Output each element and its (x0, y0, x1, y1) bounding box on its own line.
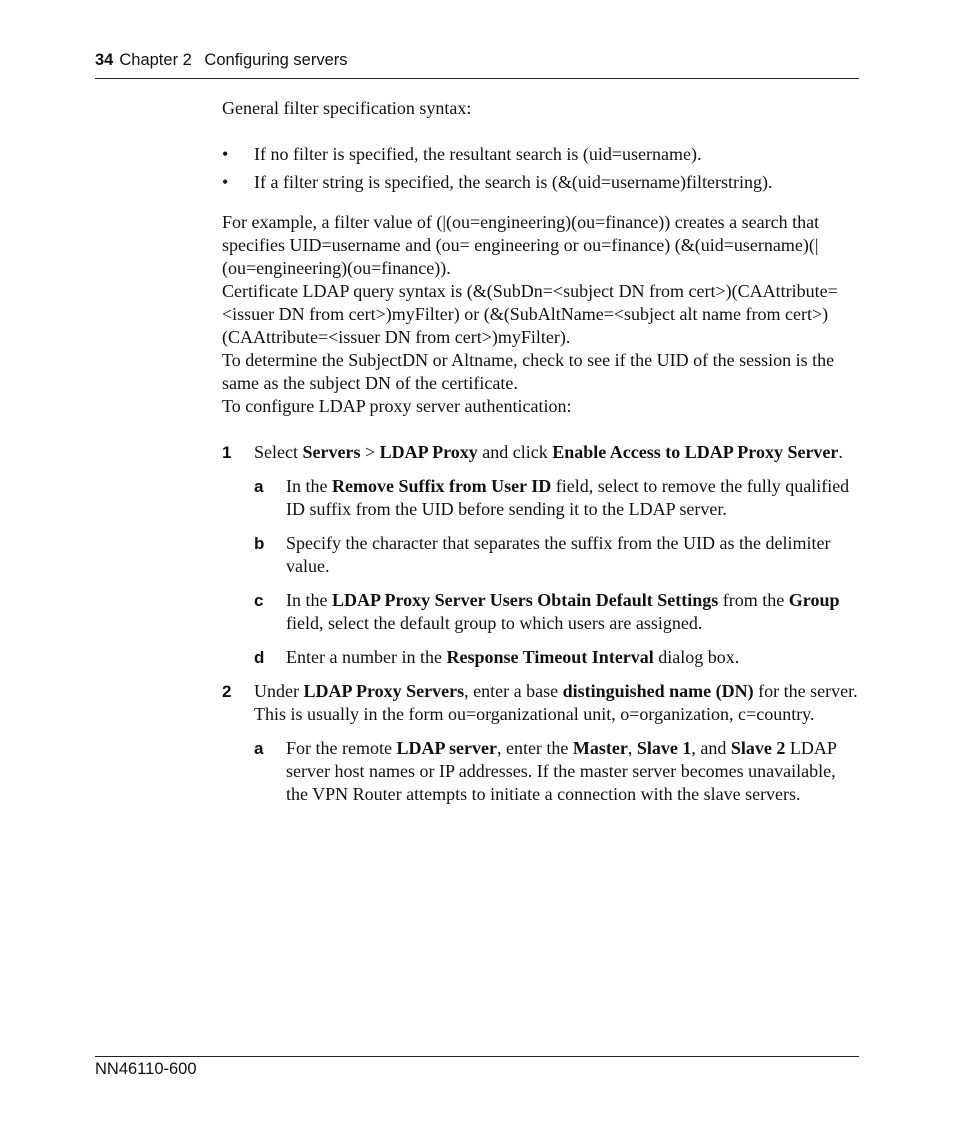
substep-letter: a (254, 739, 264, 758)
step-text: and click (477, 442, 553, 462)
footer-rule (95, 1056, 859, 1057)
step-text: Enter a number in the (286, 647, 447, 667)
step-text: , enter the (496, 738, 573, 758)
ui-term: Enable Access to LDAP Proxy Server (552, 442, 839, 462)
substep-letter: a (254, 477, 264, 496)
procedure-step-2 (222, 680, 862, 726)
bullet-list (222, 143, 862, 194)
running-header (95, 51, 347, 70)
chapter-label: Chapter 2 (119, 51, 192, 69)
header-rule (95, 78, 859, 79)
step-text: dialog box. (653, 647, 740, 667)
step-text: for the server. This is usually in the form ou=organizational unit, o=organization, c=country. (254, 681, 858, 724)
step-text: Specify the character that separates the suffix from the UID as the delimiter value. (286, 533, 831, 576)
page-body (222, 97, 862, 806)
certificate-paragraph: Certificate LDAP query syntax is (&(SubDn=<subject DN from cert>)(CAAttribute=<issuer DN from cert>)myFilter) or (&(SubAltName=<subject alt name from cert>)(CAAttribute=<issuer DN from cert>)myFilter). (222, 281, 838, 347)
step-text: . (838, 442, 843, 462)
ui-term: Remove Suffix from User ID (331, 476, 552, 496)
procedure-step-1 (222, 441, 862, 464)
page-number: 34 (95, 51, 114, 69)
bullet-marker: • (222, 172, 229, 192)
document-id: NN46110-600 (95, 1060, 197, 1078)
configure-paragraph: To configure LDAP proxy server authentication: (222, 396, 572, 416)
list-item (222, 171, 862, 194)
step-text: LDAP server host names or IP addresses. If the master server becomes unavailable, the VPN Router attempts to initiate a connection with the slave servers. (286, 738, 837, 804)
step-text: In the (286, 476, 332, 496)
example-paragraph: For example, a filter value of (|(ou=engineering)(ou=finance)) creates a search that specifies UID=username and (ou= engineering or ou=finance) (&(uid=username)(|(ou=engineering)(ou=finance)). (222, 212, 820, 278)
ui-term: Response Timeout Interval (446, 647, 654, 667)
ui-term: Servers (302, 442, 361, 462)
step-text: > (360, 442, 380, 462)
substep-1d (222, 646, 862, 669)
step-text: field, select the default group to which users are assigned. (286, 613, 703, 633)
bullet-text: If a filter string is specified, the search is (&(uid=username)filterstring). (254, 172, 773, 192)
ui-term: Group (788, 590, 840, 610)
ui-term: Slave 1 (636, 738, 692, 758)
substep-letter: b (254, 534, 265, 553)
ui-term: LDAP Proxy Server Users Obtain Default Settings (331, 590, 719, 610)
determine-paragraph: To determine the SubjectDN or Altname, check to see if the UID of the session is the same as the subject DN of the certificate. (222, 350, 835, 393)
step-text: In the (286, 590, 332, 610)
ui-term: LDAP server (396, 738, 497, 758)
step-number: 1 (222, 443, 232, 462)
substep-1a (222, 475, 862, 521)
list-item (222, 143, 862, 166)
step-text: For the remote (286, 738, 397, 758)
bullet-marker: • (222, 144, 229, 164)
substep-letter: c (254, 591, 264, 610)
ui-term: Slave 2 (730, 738, 786, 758)
ui-term: Master (572, 738, 628, 758)
step-text: , and (691, 738, 731, 758)
intro-paragraph: General filter specification syntax: (222, 98, 472, 118)
step-number: 2 (222, 682, 232, 701)
bullet-text: If no filter is specified, the resultant search is (uid=username). (254, 144, 702, 164)
step-text: field, select to remove the fully qualified ID suffix from the UID before sending it to the LDAP server. (286, 476, 850, 519)
step-text: Select (254, 442, 303, 462)
ui-term: LDAP Proxy Servers (303, 681, 465, 701)
substep-1c (222, 589, 862, 635)
chapter-title: Configuring servers (204, 51, 348, 69)
ui-term: distinguished name (DN) (562, 681, 754, 701)
ui-term: LDAP Proxy (379, 442, 478, 462)
step-text: from the (718, 590, 789, 610)
substep-2a (222, 737, 862, 806)
step-text: , enter a base (464, 681, 563, 701)
step-text: Under (254, 681, 304, 701)
substep-1b (222, 532, 862, 578)
substep-letter: d (254, 648, 265, 667)
step-text: , (627, 738, 637, 758)
